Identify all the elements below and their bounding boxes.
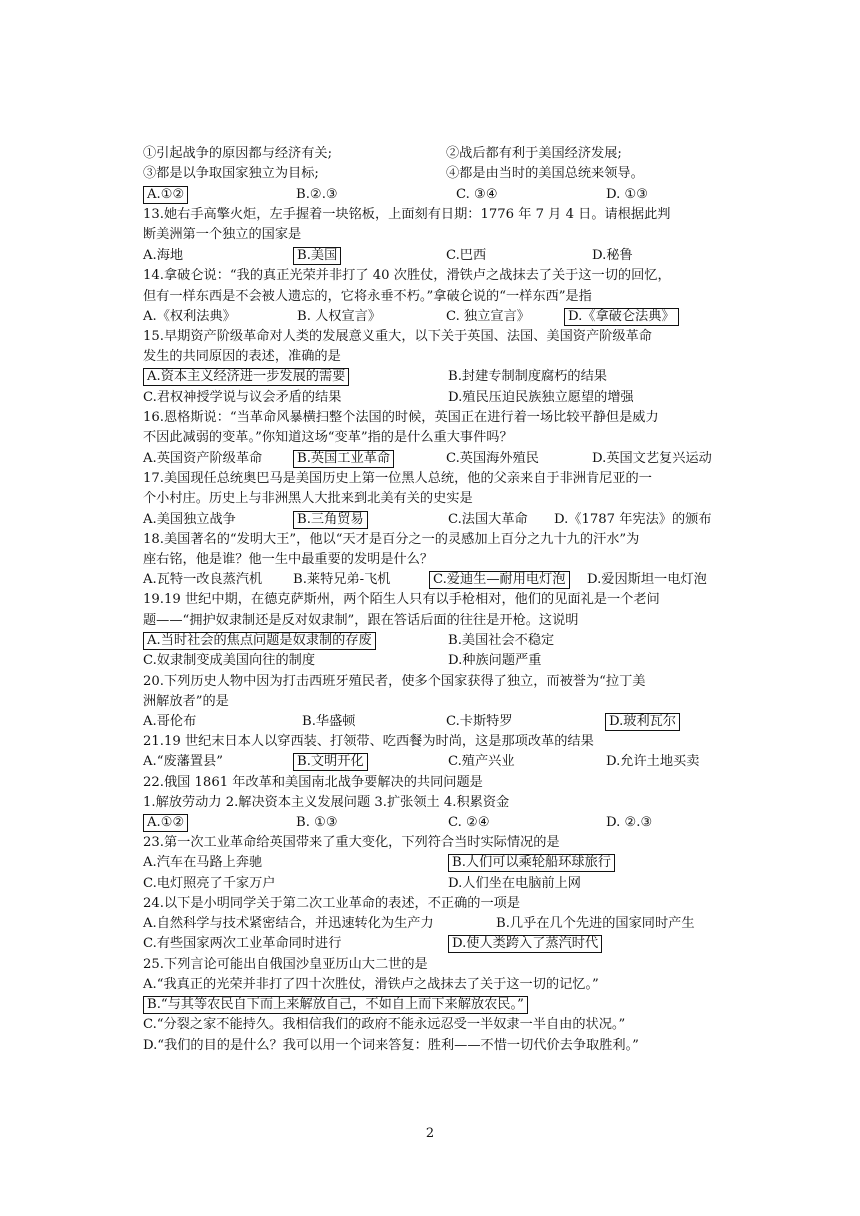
q20-option-c: C.卡斯特罗 bbox=[446, 714, 513, 729]
q13-stem-line-2: 断美洲第一个独立的国家是 bbox=[143, 227, 302, 242]
q25-stem-line-1: 25.下列言论可能出自俄国沙皇亚历山大二世的是 bbox=[143, 957, 428, 972]
q12-option-d: D. ①③ bbox=[606, 187, 649, 202]
q22-stem-line-1: 22.俄国 1861 年改革和美国南北战争要解决的共同问题是 bbox=[143, 775, 483, 790]
q19-option-d: D.种族问题严重 bbox=[448, 653, 542, 668]
q16-option-d: D.英国文艺复兴运动 bbox=[592, 451, 712, 466]
q14-option-a: A.《权利法典》 bbox=[143, 309, 236, 324]
q15-option-a: A.资本主义经济进一步发展的需要 bbox=[143, 368, 349, 386]
q18-stem-line-2: 座右铭，他是谁？他一生中最重要的发明是什么？ bbox=[143, 552, 434, 567]
q12-option-b: B.②.③ bbox=[296, 187, 338, 202]
q12-statement-3: ③都是以争取国家独立为目标; bbox=[143, 166, 319, 181]
q19-stem-line-1: 19.19 世纪中期，在德克萨斯州，两个陌生人只有以手枪相对，他们的见面礼是一个老问 bbox=[143, 592, 660, 607]
q24-option-b: B.几乎在几个先进的国家同时产生 bbox=[496, 916, 695, 931]
q15-option-d: D.殖民压迫民族独立愿望的增强 bbox=[448, 390, 634, 405]
q17-option-b: B.三角贸易 bbox=[293, 511, 368, 529]
q18-option-a: A.瓦特一改良蒸汽机 bbox=[143, 572, 263, 587]
q24-option-d: D.使人类跨入了蒸汽时代 bbox=[448, 935, 602, 953]
q17-option-a: A.美国独立战争 bbox=[143, 512, 236, 527]
q16-option-a: A.英国资产阶级革命 bbox=[143, 451, 263, 466]
q18-option-d: D.爱因斯坦一电灯泡 bbox=[587, 572, 707, 587]
q25-option-d: D.“我们的目的是什么？我可以用一个词来答复：胜利——不惜一切代价去争取胜利。” bbox=[143, 1038, 639, 1053]
q22-option-d: D. ②.③ bbox=[606, 815, 653, 830]
q25-option-a: A.“我真正的光荣并非打了四十次胜仗，滑铁卢之战抹去了关于这一切的记忆。” bbox=[143, 977, 599, 992]
q12-statement-2: ②战后都有利于美国经济发展; bbox=[446, 146, 622, 161]
q14-stem-line-1: 14.拿破仑说：“我的真正光荣并非打了 40 次胜仗，滑铁卢之战抹去了关于这一切的回忆， bbox=[143, 268, 671, 283]
q20-option-b: B.华盛顿 bbox=[302, 714, 356, 729]
q23-stem-line-1: 23.第一次工业革命给英国带来了重大变化，下列符合当时实际情况的是 bbox=[143, 835, 560, 850]
q12-statement-4: ④都是由当时的美国总统来领导。 bbox=[446, 166, 644, 181]
q17-stem-line-1: 17.美国现任总统奥巴马是美国历史上第一位黑人总统，他的父亲来自于非洲肯尼亚的一 bbox=[143, 471, 652, 486]
q18-option-b: B.莱特兄弟-飞机 bbox=[293, 572, 391, 587]
q17-option-d: D.《1787 年宪法》的颁布 bbox=[554, 512, 712, 527]
q13-option-a: A.海地 bbox=[143, 248, 184, 263]
q22-option-a: A.①② bbox=[143, 814, 188, 832]
q16-option-c: C.英国海外殖民 bbox=[446, 451, 539, 466]
q15-option-c: C.君权神授学说与议会矛盾的结果 bbox=[143, 390, 342, 405]
q21-option-d: D.允许土地买卖 bbox=[606, 754, 700, 769]
q23-option-b: B.人们可以乘轮船环球旅行 bbox=[448, 854, 615, 872]
q22-option-b: B. ①③ bbox=[296, 815, 338, 830]
q14-option-b: B. 人权宣言》 bbox=[297, 309, 382, 324]
q25-option-c: C.“分裂之家不能持久。我相信我们的政府不能永远忍受一半奴隶一半自由的状况。” bbox=[143, 1017, 626, 1032]
q21-option-c: C.殖产兴业 bbox=[448, 754, 515, 769]
q16-option-b: B.英国工业革命 bbox=[293, 450, 394, 468]
q16-stem-line-2: 不因此减弱的变革。”你知道这场“变革”指的是什么重大事件吗？ bbox=[143, 430, 513, 445]
q15-stem-line-2: 发生的共同原因的表述，准确的是 bbox=[143, 349, 341, 364]
q14-stem-line-2: 但有一样东西是不会被人遗忘的，它将永垂不朽。”拿破仑说的“一样东西”是指 bbox=[143, 289, 592, 304]
q14-option-d: D.《拿破仑法典》 bbox=[564, 308, 679, 326]
q19-option-b: B.美国社会不稳定 bbox=[448, 633, 555, 648]
q12-option-a: A.①② bbox=[143, 186, 188, 204]
q21-option-b: B.文明开化 bbox=[293, 753, 368, 771]
q22-option-c: C. ②④ bbox=[448, 815, 490, 830]
q25-option-b: B.“与其等农民自下而上来解放自己，不如自上而下来解放农民。” bbox=[143, 996, 528, 1014]
q13-option-b: B.美国 bbox=[293, 247, 341, 265]
q14-option-c: C. 独立宣言》 bbox=[446, 309, 530, 324]
q19-stem-line-2: 题——“拥护奴隶制还是反对奴隶制”，跟在答话后面的往往是开枪。这说明 bbox=[143, 613, 579, 628]
q13-stem-line-1: 13.她右手高擎火炬，左手握着一块铭板，上面刻有日期：1776 年 7 月 4 日。请根据此判 bbox=[143, 207, 671, 222]
q20-option-a: A.哥伦布 bbox=[143, 714, 197, 729]
q20-stem-line-1: 20.下列历史人物中因为打击西班牙殖民者，使多个国家获得了独立，而被誉为“拉丁美 bbox=[143, 674, 646, 689]
q15-stem-line-1: 15.早期资产阶级革命对人类的发展意义重大，以下关于英国、法国、美国资产阶级革命 bbox=[143, 329, 652, 344]
q17-option-c: C.法国大革命 bbox=[448, 512, 528, 527]
q24-option-c: C.有些国家两次工业革命同时进行 bbox=[143, 936, 342, 951]
q21-stem-line-1: 21.19 世纪末日本人以穿西装、打领带、吃西餐为时尚，这是那项改革的结果 bbox=[143, 734, 594, 749]
q12-option-c: C. ③④ bbox=[456, 187, 498, 202]
q13-option-c: C.巴西 bbox=[446, 248, 487, 263]
q23-option-d: D.人们坐在电脑前上网 bbox=[448, 876, 581, 891]
q18-stem-line-1: 18.美国著名的“发明大王”，他以“天才是百分之一的灵感加上百分之九十九的汗水”为 bbox=[143, 532, 640, 547]
q19-option-a: A.当时社会的焦点问题是奴隶制的存废 bbox=[143, 632, 376, 650]
q20-option-d: D.玻利瓦尔 bbox=[605, 713, 680, 731]
q20-stem-line-2: 洲解放者”的是 bbox=[143, 694, 229, 709]
q15-option-b: B.封建专制制度腐朽的结果 bbox=[448, 369, 607, 384]
q22-stem-line-2: 1.解放劳动力 2.解决资本主义发展问题 3.扩张领土 4.积累资金 bbox=[143, 795, 510, 810]
q24-option-a: A.自然科学与技术紧密结合，并迅速转化为生产力 bbox=[143, 916, 434, 931]
q17-stem-line-2: 个小村庄。历史上与非洲黑人大批来到北美有关的史实是 bbox=[143, 491, 473, 506]
q19-option-c: C.奴隶制变成美国向往的制度 bbox=[143, 653, 316, 668]
q24-stem-line-1: 24.以下是小明同学关于第二次工业革命的表述，不正确的一项是 bbox=[143, 896, 521, 911]
q23-option-a: A.汽车在马路上奔驰 bbox=[143, 855, 263, 870]
page-number: 2 bbox=[425, 1126, 435, 1141]
q23-option-c: C.电灯照亮了千家万户 bbox=[143, 876, 276, 891]
q13-option-d: D.秘鲁 bbox=[592, 248, 633, 263]
q18-option-c: C.爱迪生—耐用电灯泡 bbox=[429, 571, 570, 589]
q12-statement-1: ①引起战争的原因都与经济有关; bbox=[143, 146, 333, 161]
q16-stem-line-1: 16.恩格斯说：“当革命风暴横扫整个法国的时候，英国正在进行着一场比较平静但是威力 bbox=[143, 410, 659, 425]
q21-option-a: A.“废藩置县” bbox=[143, 754, 223, 769]
